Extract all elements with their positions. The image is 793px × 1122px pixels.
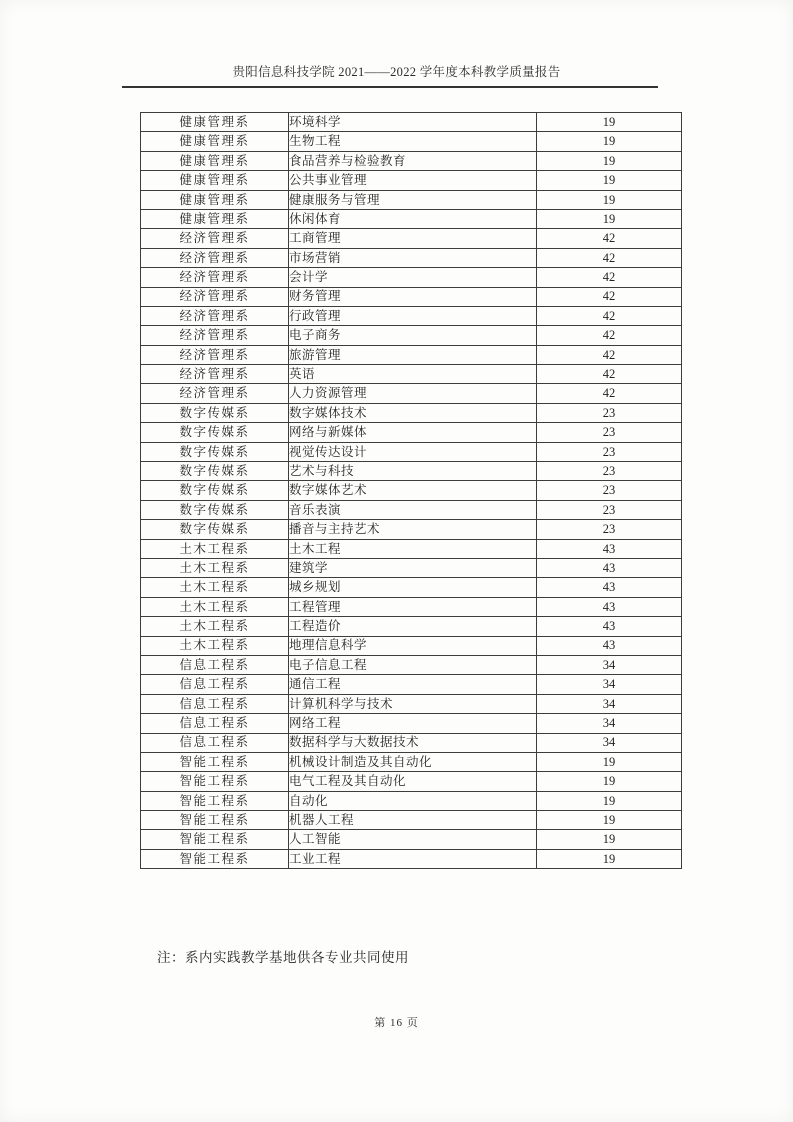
cell-department: 信息工程系 — [141, 655, 289, 674]
cell-major: 机器人工程 — [289, 811, 537, 830]
cell-count: 19 — [537, 849, 682, 868]
cell-major: 机械设计制造及其自动化 — [289, 752, 537, 771]
cell-major: 电气工程及其自动化 — [289, 772, 537, 791]
cell-department: 数字传媒系 — [141, 423, 289, 442]
cell-major: 数字媒体艺术 — [289, 481, 537, 500]
table-note: 注：系内实践教学基地供各专业共同使用 — [157, 950, 409, 965]
table-row — [141, 830, 682, 849]
cell-department: 土木工程系 — [141, 636, 289, 655]
cell-major: 播音与主持艺术 — [289, 520, 537, 539]
cell-count: 34 — [537, 733, 682, 752]
table-row — [141, 462, 682, 481]
cell-count: 34 — [537, 714, 682, 733]
cell-count: 43 — [537, 617, 682, 636]
cell-count: 43 — [537, 558, 682, 577]
cell-count: 42 — [537, 229, 682, 248]
table-row — [141, 849, 682, 868]
table-row — [141, 365, 682, 384]
cell-major: 市场营销 — [289, 248, 537, 267]
cell-department: 经济管理系 — [141, 306, 289, 325]
cell-count: 23 — [537, 462, 682, 481]
cell-count: 19 — [537, 190, 682, 209]
table-row — [141, 636, 682, 655]
table-row — [141, 481, 682, 500]
cell-count: 23 — [537, 403, 682, 422]
cell-major: 电子商务 — [289, 326, 537, 345]
cell-major: 休闲体育 — [289, 209, 537, 228]
cell-department: 信息工程系 — [141, 733, 289, 752]
cell-department: 土木工程系 — [141, 539, 289, 558]
table-row — [141, 229, 682, 248]
page-number: 第 16 页 — [374, 1017, 419, 1029]
cell-count: 42 — [537, 384, 682, 403]
cell-major: 旅游管理 — [289, 345, 537, 364]
table-row — [141, 384, 682, 403]
table-row — [141, 151, 682, 170]
cell-department: 经济管理系 — [141, 345, 289, 364]
programs-table — [140, 112, 682, 869]
table-row — [141, 442, 682, 461]
cell-major: 艺术与科技 — [289, 462, 537, 481]
cell-major: 计算机科学与技术 — [289, 694, 537, 713]
table-row — [141, 772, 682, 791]
cell-major: 数据科学与大数据技术 — [289, 733, 537, 752]
cell-count: 42 — [537, 326, 682, 345]
cell-department: 经济管理系 — [141, 248, 289, 267]
cell-major: 数字媒体技术 — [289, 403, 537, 422]
table-row — [141, 209, 682, 228]
cell-major: 网络与新媒体 — [289, 423, 537, 442]
cell-major: 土木工程 — [289, 539, 537, 558]
cell-count: 23 — [537, 423, 682, 442]
cell-major: 工商管理 — [289, 229, 537, 248]
table-row — [141, 268, 682, 287]
cell-count: 19 — [537, 830, 682, 849]
cell-major: 自动化 — [289, 791, 537, 810]
cell-count: 42 — [537, 287, 682, 306]
cell-department: 信息工程系 — [141, 714, 289, 733]
cell-department: 土木工程系 — [141, 558, 289, 577]
cell-count: 42 — [537, 248, 682, 267]
cell-count: 19 — [537, 791, 682, 810]
cell-department: 数字传媒系 — [141, 442, 289, 461]
table-row — [141, 306, 682, 325]
programs-table-body — [141, 113, 682, 869]
cell-major: 工程造价 — [289, 617, 537, 636]
report-header-title: 贵阳信息科技学院 2021——2022 学年度本科教学质量报告 — [232, 65, 561, 79]
cell-major: 人工智能 — [289, 830, 537, 849]
cell-major: 工业工程 — [289, 849, 537, 868]
cell-count: 42 — [537, 365, 682, 384]
cell-major: 城乡规划 — [289, 578, 537, 597]
cell-department: 数字传媒系 — [141, 481, 289, 500]
cell-department: 智能工程系 — [141, 830, 289, 849]
cell-department: 数字传媒系 — [141, 403, 289, 422]
cell-department: 信息工程系 — [141, 694, 289, 713]
cell-major: 电子信息工程 — [289, 655, 537, 674]
table-row — [141, 811, 682, 830]
cell-count: 43 — [537, 636, 682, 655]
cell-count: 34 — [537, 675, 682, 694]
cell-major: 会计学 — [289, 268, 537, 287]
cell-department: 健康管理系 — [141, 171, 289, 190]
cell-department: 健康管理系 — [141, 132, 289, 151]
cell-count: 19 — [537, 171, 682, 190]
cell-department: 智能工程系 — [141, 811, 289, 830]
table-row — [141, 675, 682, 694]
cell-count: 19 — [537, 151, 682, 170]
cell-major: 生物工程 — [289, 132, 537, 151]
cell-department: 智能工程系 — [141, 791, 289, 810]
cell-count: 23 — [537, 520, 682, 539]
table-row — [141, 248, 682, 267]
table-row — [141, 539, 682, 558]
table-row — [141, 733, 682, 752]
cell-major: 视觉传达设计 — [289, 442, 537, 461]
header-rule — [122, 86, 658, 88]
cell-major: 建筑学 — [289, 558, 537, 577]
cell-department: 智能工程系 — [141, 772, 289, 791]
table-row — [141, 694, 682, 713]
table-row — [141, 113, 682, 132]
cell-department: 经济管理系 — [141, 326, 289, 345]
cell-department: 智能工程系 — [141, 752, 289, 771]
cell-department: 数字传媒系 — [141, 500, 289, 519]
cell-department: 经济管理系 — [141, 268, 289, 287]
cell-department: 健康管理系 — [141, 190, 289, 209]
cell-major: 工程管理 — [289, 597, 537, 616]
cell-major: 健康服务与管理 — [289, 190, 537, 209]
cell-major: 公共事业管理 — [289, 171, 537, 190]
cell-count: 23 — [537, 442, 682, 461]
cell-major: 人力资源管理 — [289, 384, 537, 403]
table-row — [141, 326, 682, 345]
table-row — [141, 714, 682, 733]
cell-count: 19 — [537, 772, 682, 791]
cell-major: 食品营养与检验教育 — [289, 151, 537, 170]
cell-count: 23 — [537, 500, 682, 519]
cell-count: 42 — [537, 306, 682, 325]
cell-count: 34 — [537, 655, 682, 674]
table-row — [141, 423, 682, 442]
page-footer — [0, 1014, 793, 1030]
cell-major: 音乐表演 — [289, 500, 537, 519]
table-row — [141, 403, 682, 422]
cell-department: 信息工程系 — [141, 675, 289, 694]
cell-count: 23 — [537, 481, 682, 500]
table-row — [141, 287, 682, 306]
cell-department: 经济管理系 — [141, 384, 289, 403]
cell-major: 地理信息科学 — [289, 636, 537, 655]
cell-count: 34 — [537, 694, 682, 713]
cell-department: 土木工程系 — [141, 578, 289, 597]
cell-department: 智能工程系 — [141, 849, 289, 868]
cell-major: 环境科学 — [289, 113, 537, 132]
cell-count: 43 — [537, 597, 682, 616]
cell-count: 19 — [537, 811, 682, 830]
table-row — [141, 655, 682, 674]
cell-major: 英语 — [289, 365, 537, 384]
table-row — [141, 558, 682, 577]
cell-department: 土木工程系 — [141, 597, 289, 616]
table-row — [141, 345, 682, 364]
cell-department: 数字传媒系 — [141, 462, 289, 481]
table-row — [141, 752, 682, 771]
cell-department: 数字传媒系 — [141, 520, 289, 539]
cell-count: 42 — [537, 345, 682, 364]
cell-department: 经济管理系 — [141, 365, 289, 384]
table-row — [141, 597, 682, 616]
cell-department: 健康管理系 — [141, 209, 289, 228]
cell-major: 通信工程 — [289, 675, 537, 694]
cell-count: 19 — [537, 132, 682, 151]
cell-department: 健康管理系 — [141, 151, 289, 170]
table-row — [141, 171, 682, 190]
cell-department: 经济管理系 — [141, 287, 289, 306]
table-row — [141, 132, 682, 151]
cell-department: 健康管理系 — [141, 113, 289, 132]
table-row — [141, 617, 682, 636]
cell-major: 网络工程 — [289, 714, 537, 733]
cell-major: 行政管理 — [289, 306, 537, 325]
cell-count: 43 — [537, 578, 682, 597]
cell-count: 42 — [537, 268, 682, 287]
table-row — [141, 520, 682, 539]
cell-count: 43 — [537, 539, 682, 558]
table-row — [141, 190, 682, 209]
cell-department: 经济管理系 — [141, 229, 289, 248]
cell-major: 财务管理 — [289, 287, 537, 306]
table-row — [141, 578, 682, 597]
table-row — [141, 500, 682, 519]
cell-count: 19 — [537, 752, 682, 771]
cell-count: 19 — [537, 209, 682, 228]
table-row — [141, 791, 682, 810]
cell-count: 19 — [537, 113, 682, 132]
cell-department: 土木工程系 — [141, 617, 289, 636]
